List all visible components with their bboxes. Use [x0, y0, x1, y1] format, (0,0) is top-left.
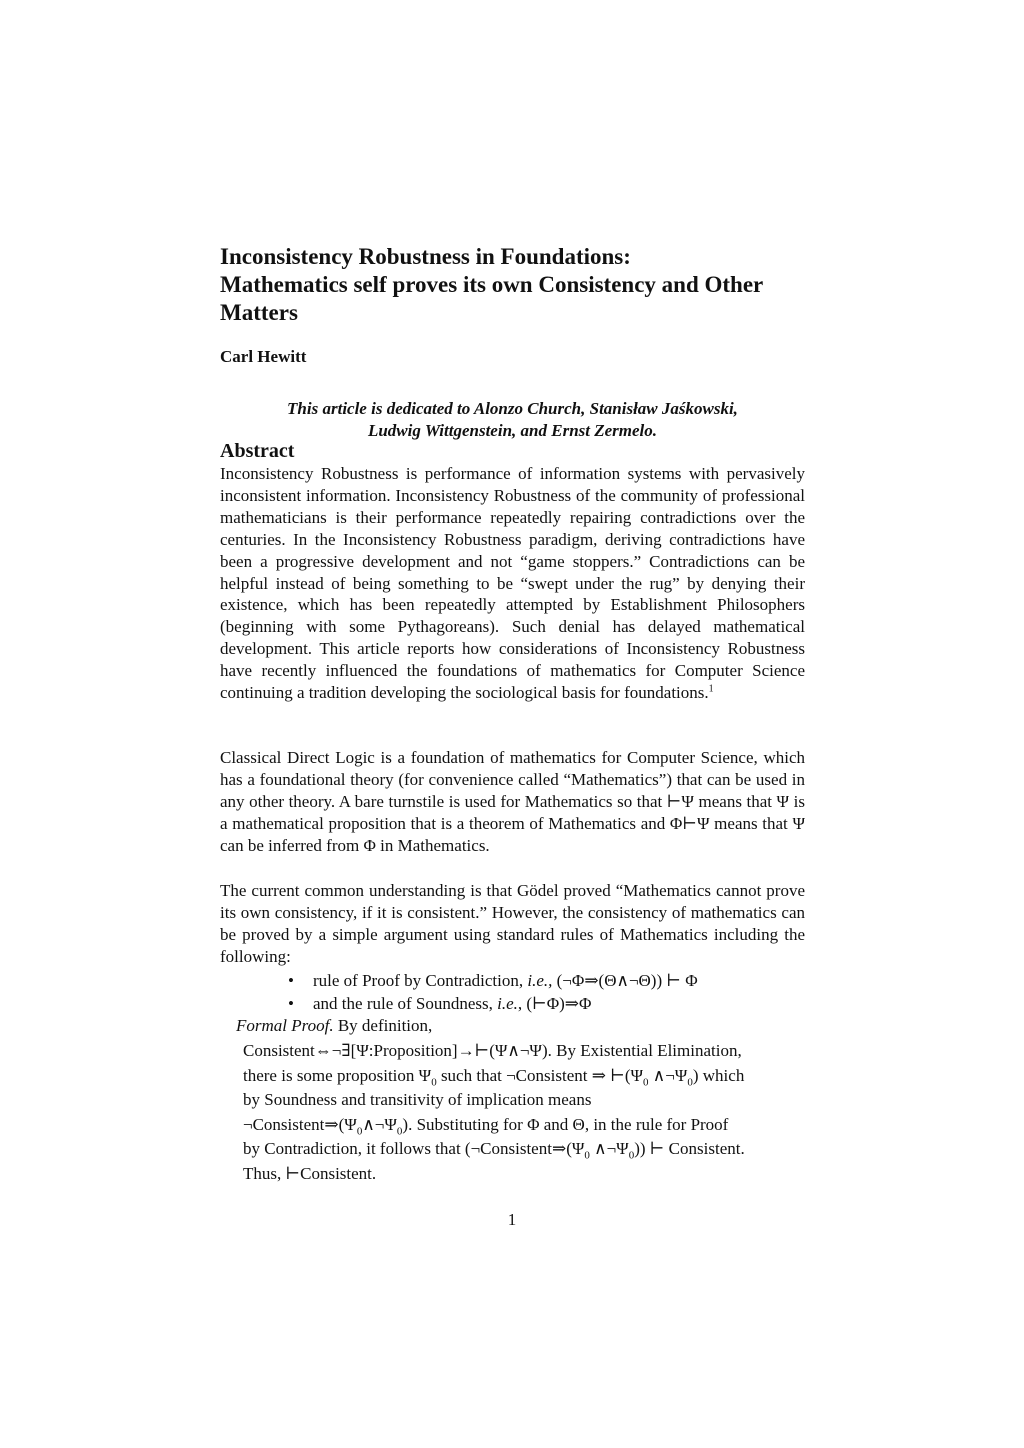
proof-label: Formal Proof. By definition, [236, 1016, 433, 1035]
footnote-marker[interactable]: 1 [708, 683, 714, 695]
proof-line: $\neg Consistent\Rightarrow(\Psi_0\wedge\neg\Psi_0)$. Substituting for Φ and Θ, in the rule for Proof [243, 1114, 729, 1137]
proof-line: by Soundness and transitivity of implication means [243, 1090, 592, 1109]
formal-proof [243, 1039, 808, 1186]
abstract-body [220, 463, 805, 704]
dedication [220, 398, 805, 442]
title-line: Mathematics self proves its own Consistency and Other [220, 272, 764, 297]
author-name: Carl Hewitt [220, 347, 307, 366]
proof-line: Consistent⇔¬∃[Ψ:Proposition]→⊢(Ψ∧¬Ψ). By Existential Elimination, [243, 1041, 742, 1060]
proof-line: there is some proposition $\Psi_0$ such that ¬Consistent ⇒ $⊢(\Psi_0$ $\wedge\neg\Psi_0$) which [243, 1065, 745, 1088]
list-item [288, 992, 808, 1015]
bullet-icon: • [288, 971, 294, 990]
proof-line: Thus, ⊢Consistent. [243, 1163, 377, 1183]
title-line: Inconsistency Robustness in Foundations: [220, 244, 631, 269]
abstract-heading: Abstract [220, 440, 295, 462]
rules-list [288, 969, 808, 1015]
bullet-icon: • [288, 994, 294, 1013]
rule-text: and the rule of Soundness, i.e., (⊢Φ)⇒Φ [313, 994, 592, 1013]
dedication-line: This article is dedicated to Alonzo Church, Stanisław Jaśkowski, [287, 399, 738, 418]
rule-text: rule of Proof by Contradiction, i.e., (¬Φ⇒(Θ∧¬Θ)) ⊢ Φ [313, 971, 698, 990]
page-number: 1 [507, 1210, 517, 1229]
godel-paragraph: The current common understanding is that Gödel proved “Mathematics cannot prove its own consistency, if it is consistent.” However, the consistency of mathematics can be proved by a simple argument using standard rules of Mathematics including the following: [220, 881, 805, 966]
abstract-text: Inconsistency Robustness is performance of information systems with pervasively inconsistent information. Inconsistency Robustness of the community of professional mathematicians is their performance repeatedly repairing contradictions over the centuries. In the Inconsistency Robustness paradigm, deriving contradictions have been a progressive development and not “game stoppers.” Contradictions can be helpful instead of being something to be “swept under the rug” by denying their existence, which has been repeatedly attempted by Establishment Philosophers (beginning with some Pythagoreans). Such denial has delayed mathematical development. This article reports how considerations of Inconsistency Robustness have recently influenced the foundations of mathematics for Computer Science continuing a tradition developing the sociological basis for foundations. [220, 464, 805, 703]
title-line: Matters [220, 300, 298, 325]
list-item [288, 969, 808, 992]
cdl-paragraph: Classical Direct Logic is a foundation of mathematics for Computer Science, which has a foundational theory (for convenience called “Mathematics”) that can be used in any other theory. A bare turnstile is used for Mathematics so that ⊢Ψ means that Ψ is a mathematical proposition that is a theorem of Mathematics and Φ⊢Ψ means that Ψ can be inferred from Φ in Mathematics. [220, 748, 805, 855]
proof-line: by Contradiction, it follows that ($\neg Consistent\Rightarrow(\Psi_0$ $\wedge\neg\Psi_0$)) ⊢ Consistent. [243, 1139, 745, 1162]
dedication-line: Ludwig Wittgenstein, and Ernst Zermelo. [367, 421, 658, 440]
paper-title [220, 243, 810, 327]
